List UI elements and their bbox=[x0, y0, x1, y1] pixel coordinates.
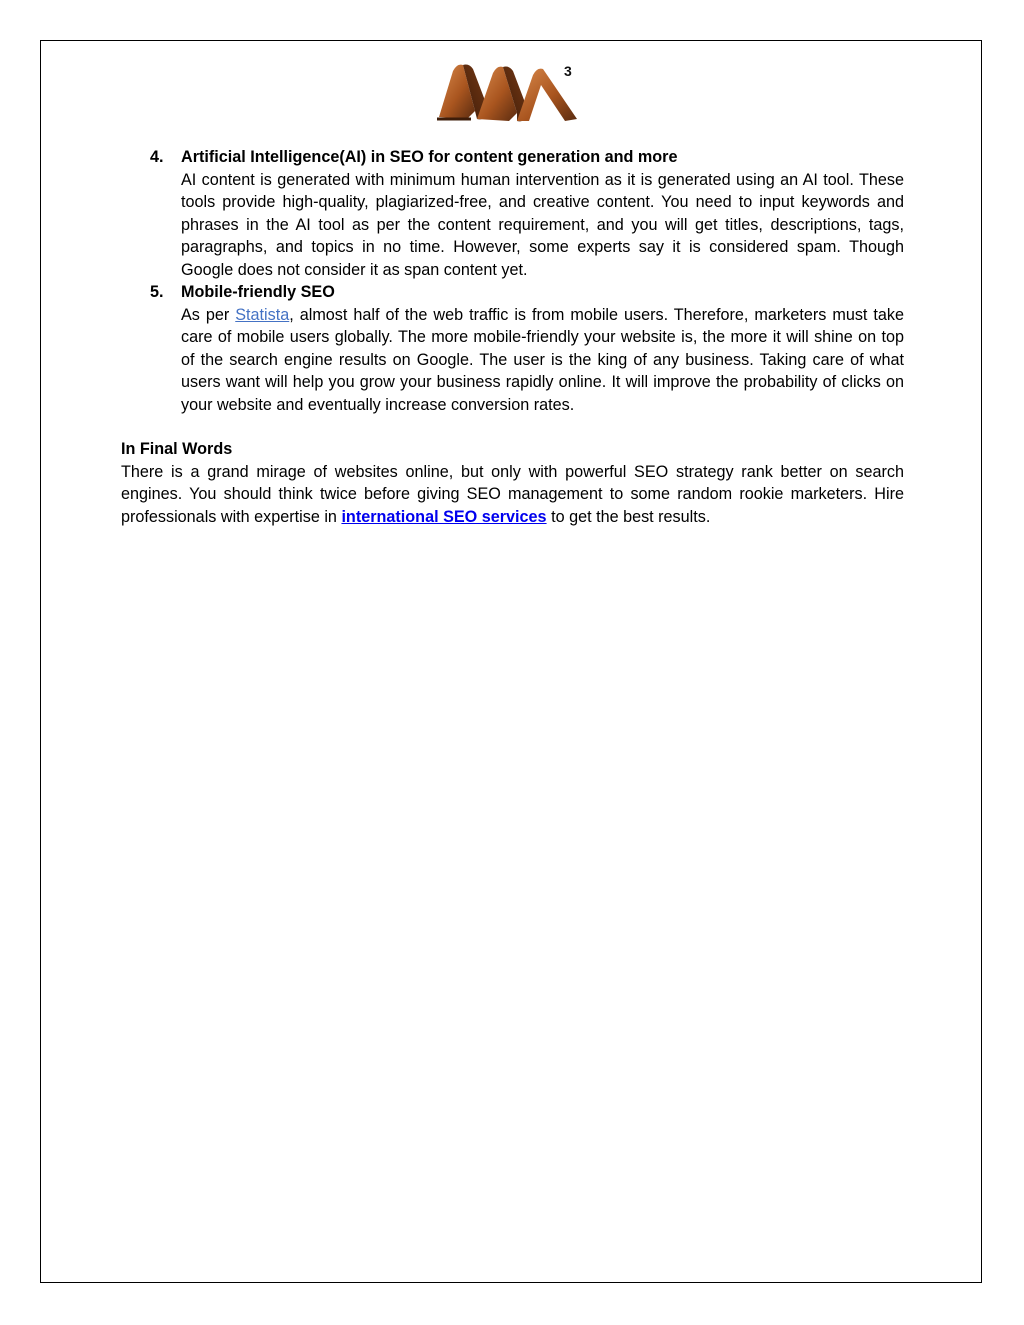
body-text-after-link: , almost half of the web traffic is from mobile users. Therefore, marketers must take care of mobile users globally. The more mobile-friendly your website is, the more it will shine on top of the search engine results on Google. The user is the king of any business. Taking care of what users want will help you grow your business rapidly online. It will improve the probability of clicks on your website and eventually increase conversion rates. bbox=[181, 305, 904, 414]
final-text-before-link: There is a grand mirage of websites online, but only with powerful SEO strategy rank better on search engines. You should think twice before giving SEO management to some random rookie marketers. Hire professionals with expertise in bbox=[121, 462, 904, 526]
list-item bbox=[121, 146, 904, 281]
m3-logo-icon bbox=[437, 61, 581, 125]
svg-text:3: 3 bbox=[564, 63, 572, 79]
section-heading: In Final Words bbox=[121, 440, 233, 458]
international-seo-services-link[interactable]: international SEO services bbox=[341, 507, 547, 526]
list-item-body: AI content is generated with minimum human intervention as it is generated using an AI tool. These tools provide high-quality, plagiarized-free, and creative content. You need to input keywords and phrases in the AI tool as per the content requirement, and you will get titles, descriptions, tags, paragraphs, and topics in no time. However, some experts say it is considered spam. Though Google does not consider it as span content yet. bbox=[181, 170, 904, 279]
body-text-before-link: As per bbox=[181, 305, 236, 324]
list-item-heading: Mobile-friendly SEO bbox=[181, 283, 335, 301]
final-paragraph bbox=[121, 461, 904, 529]
numbered-list bbox=[121, 146, 904, 416]
list-item bbox=[121, 281, 904, 416]
list-item-heading: Artificial Intelligence(AI) in SEO for content generation and more bbox=[181, 148, 678, 166]
list-number: 4. bbox=[150, 148, 164, 166]
list-number: 5. bbox=[150, 283, 164, 301]
document-body bbox=[121, 146, 904, 528]
statista-link[interactable]: Statista bbox=[235, 305, 290, 324]
final-text-after-link: to get the best results. bbox=[546, 507, 711, 526]
final-section bbox=[121, 438, 904, 528]
list-item-body bbox=[181, 304, 904, 417]
